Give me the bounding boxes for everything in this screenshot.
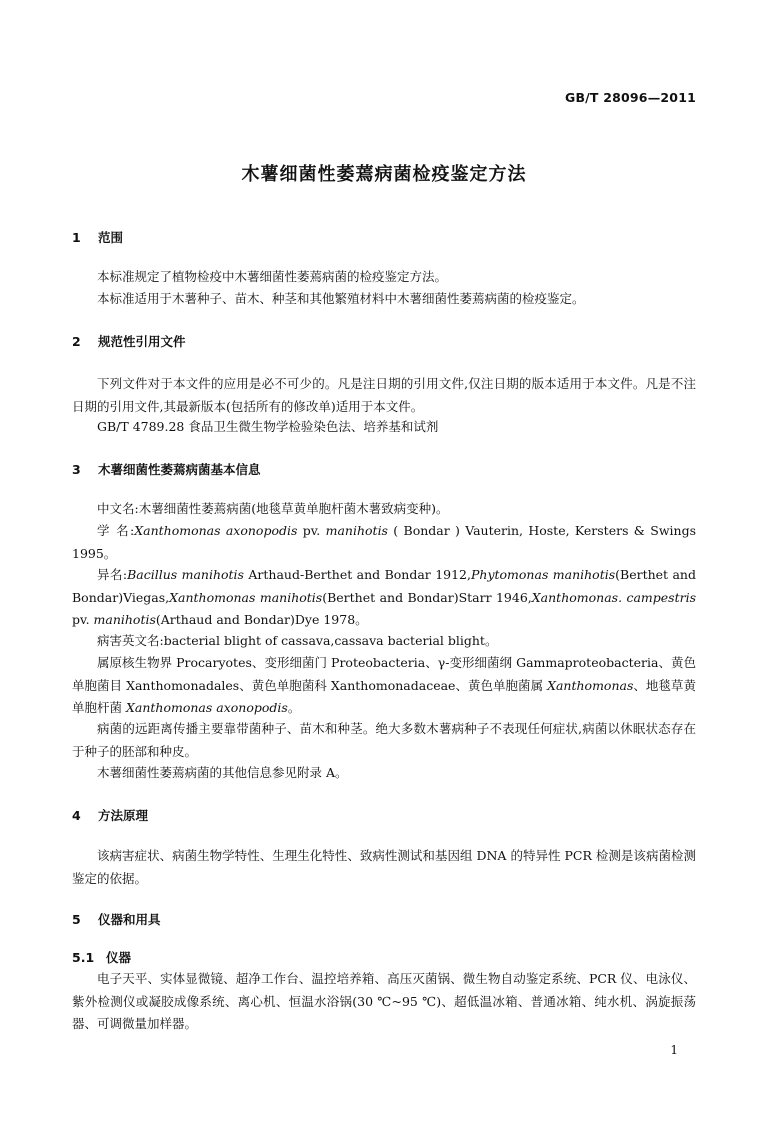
section-title: 木薯细菌性萎蔫病菌基本信息 bbox=[98, 462, 261, 477]
section-title: 规范性引用文件 bbox=[98, 334, 186, 349]
section-1-para-2: 本标准适用于木薯种子、苗木、种茎和其他繁殖材料中木薯细菌性萎蔫病菌的检疫鉴定。 bbox=[97, 291, 585, 306]
section-3-english-name: 病害英文名:bacterial blight of cassava,cassava bacterial blight。 bbox=[97, 633, 498, 648]
section-2-para-1: 下列文件对于本文件的应用是必不可少的。凡是注日期的引用文件,仅注日期的版本适用于本文件。凡是不注日期的引用文件,其最新版本(包括所有的修改单)适用于本文件。 bbox=[72, 376, 696, 414]
section-title: 方法原理 bbox=[98, 808, 149, 823]
section-5-heading bbox=[72, 910, 161, 928]
section-title: 范围 bbox=[98, 230, 124, 245]
section-number: 1 bbox=[72, 230, 81, 245]
section-3-scientific-name: 学 名:Xanthomonas axonopodis pv. manihotis ( Bondar ) Vauterin, Hoste, Kersters & Swings 1995。 bbox=[72, 523, 696, 561]
section-5-1-para-1: 电子天平、实体显微镜、超净工作台、温控培养箱、高压灭菌锅、微生物自动鉴定系统、PCR 仪、电泳仪、紫外检测仪或凝胶成像系统、离心机、恒温水浴锅(30 ℃~95 ℃)、超低温冰箱、普通冰箱、纯水机、涡旋振荡器、可调微量加样器。 bbox=[72, 971, 696, 1031]
section-3-chinese-name: 中文名:木薯细菌性萎蔫病菌(地毯草黄单胞杆菌木薯致病变种)。 bbox=[97, 501, 449, 516]
section-4-para-1: 该病害症状、病菌生物学特性、生理生化特性、致病性测试和基因组 DNA 的特异性 PCR 检测是该病菌检测鉴定的依据。 bbox=[72, 848, 696, 886]
standard-code: GB/T 28096—2011 bbox=[564, 90, 696, 105]
section-3-appendix-note: 木薯细菌性萎蔫病菌的其他信息参见附录 A。 bbox=[97, 765, 348, 780]
section-number: 3 bbox=[72, 462, 81, 477]
section-1-heading bbox=[72, 228, 123, 246]
section-3-heading bbox=[72, 460, 261, 478]
section-3-synonyms: 异名:Bacillus manihotis Arthaud-Berthet and Bondar 1912,Phytomonas manihotis(Berthet and Bondar)Viegas,Xanthomonas manihotis(Berthet and Bondar)Starr 1946,Xanthomonas. campestris pv. manihotis(Arthaud and Bondar)Dye 1978。 bbox=[72, 567, 697, 627]
page-number: 1 bbox=[670, 1043, 678, 1057]
section-3-taxonomy: 属原核生物界 Procaryotes、变形细菌门 Proteobacteria、γ-变形细菌纲 Gammaproteobacteria、黄色单胞菌目 Xanthomonadales、黄色单胞菌科 Xanthomonadaceae、黄色单胞菌属 Xanthomonas、地毯草黄单胞杆菌 Xanthomonas axonopodis。 bbox=[72, 655, 696, 715]
section-number: 5 bbox=[72, 912, 81, 927]
subsection-title: 仪器 bbox=[106, 950, 132, 965]
section-2-para-2: GB/T 4789.28 食品卫生微生物学检验染色法、培养基和试剂 bbox=[97, 419, 439, 434]
document-title: 木薯细菌性萎蔫病菌检疫鉴定方法 bbox=[241, 164, 527, 185]
subsection-number: 5.1 bbox=[72, 950, 95, 965]
section-number: 4 bbox=[72, 808, 81, 823]
section-1-para-1: 本标准规定了植物检疫中木薯细菌性萎蔫病菌的检疫鉴定方法。 bbox=[97, 269, 448, 284]
section-2-heading bbox=[72, 332, 186, 350]
section-4-heading bbox=[72, 806, 148, 824]
section-number: 2 bbox=[72, 334, 81, 349]
section-title: 仪器和用具 bbox=[98, 912, 161, 927]
pathovar: manihotis bbox=[325, 523, 388, 538]
genus-species: Xanthomonas axonopodis bbox=[134, 523, 298, 538]
section-5-1-heading bbox=[72, 948, 131, 966]
section-3-transmission: 病菌的远距离传播主要靠带菌种子、苗木和种茎。绝大多数木薯病种子不表现任何症状,病菌以休眠状态存在于种子的胚部和种皮。 bbox=[72, 721, 696, 759]
